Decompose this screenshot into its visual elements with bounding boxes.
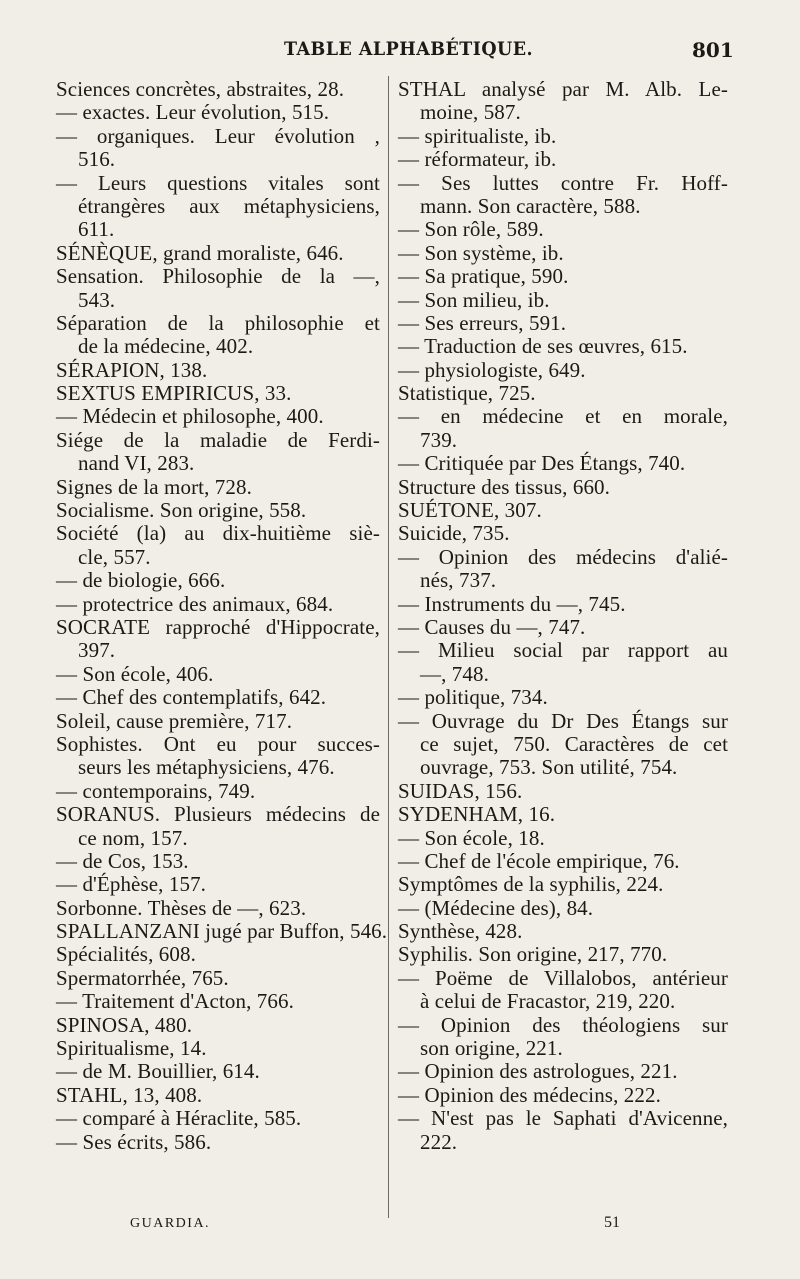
index-entry-line: — Opinion des théologiens sur	[398, 1012, 728, 1037]
index-entry-line: —, 748.	[420, 661, 489, 686]
index-entry-line: — Opinion des astrologues, 221.	[398, 1059, 678, 1084]
index-entry-line: STAHL, 13, 408.	[56, 1082, 203, 1107]
index-entry-line: 611.	[78, 217, 115, 242]
index-entry-line: — spiritualiste, ib.	[398, 123, 557, 148]
index-entry-line: SOCRATE rapproché d'Hippocrate,	[56, 614, 380, 639]
index-entry-line: — de M. Bouillier, 614.	[56, 1059, 260, 1084]
index-entry-line: Socialisme. Son origine, 558.	[56, 498, 307, 523]
index-entry-line: — Son école, 18.	[398, 825, 545, 850]
index-entry-line: 739.	[420, 427, 458, 452]
index-entry-line: Signes de la mort, 728.	[56, 474, 252, 499]
index-entry-line: Symptômes de la syphilis, 224.	[398, 872, 664, 897]
column-divider	[388, 76, 389, 1218]
index-entry-line: — Son rôle, 589.	[398, 217, 544, 242]
index-entry-line: — physiologiste, 649.	[398, 357, 586, 382]
index-entry-line: Sensation. Philosophie de la —,	[56, 264, 380, 289]
index-entry-line: — protectrice des animaux, 684.	[56, 591, 334, 616]
index-entry-line: Société (la) au dix-huitième siè-	[56, 521, 380, 546]
index-entry-line: — Opinion des médecins d'alié-	[398, 544, 728, 569]
index-entry-line: — Poëme de Villalobos, antérieur	[398, 965, 728, 990]
index-entry-line: Spiritualisme, 14.	[56, 1036, 207, 1061]
index-entry-line: SÉNÈQUE, grand moraliste, 646.	[56, 240, 344, 265]
index-entry-line: nés, 737.	[420, 568, 497, 593]
index-entry-line: SÉRAPION, 138.	[56, 357, 208, 382]
index-entry-line: — politique, 734.	[398, 685, 548, 710]
index-entry-line: de la médecine, 402.	[78, 334, 254, 359]
index-entry-line: STHAL analysé par M. Alb. Le-	[398, 77, 728, 101]
page-number: 801	[692, 38, 734, 62]
index-entry-line: — Son milieu, ib.	[398, 287, 550, 312]
index-entry-line: — réformateur, ib.	[398, 147, 557, 172]
index-entry-line: son origine, 221.	[420, 1036, 563, 1061]
index-entry-line: seurs les métaphysiciens, 476.	[78, 755, 335, 780]
index-entry-line: — Traitement d'Acton, 766.	[56, 989, 294, 1014]
index-entry-line: Syphilis. Son origine, 217, 770.	[398, 942, 668, 967]
index-entry-line: ce nom, 157.	[78, 825, 188, 850]
index-entry-line: ce sujet, 750. Caractères de cet	[420, 731, 728, 756]
index-entry-line: — Médecin et philosophe, 400.	[56, 404, 324, 429]
index-entry-line: SUÉTONE, 307.	[398, 498, 542, 523]
footer-author: GUARDIA.	[130, 1216, 211, 1231]
index-entry-line: Suicide, 735.	[398, 521, 510, 546]
index-entry-line: — en médecine et en morale,	[398, 404, 728, 429]
index-entry-line: Sophistes. Ont eu pour succes-	[56, 731, 380, 756]
footer-signature-mark: 51	[604, 1214, 620, 1231]
index-entry-line: SUIDAS, 156.	[398, 778, 523, 803]
index-entry-line: — Ses luttes contre Fr. Hoff-	[398, 170, 728, 195]
index-entry-line: — Chef de l'école empirique, 76.	[398, 848, 680, 873]
index-entry-line: — Opinion des médecins, 222.	[398, 1082, 661, 1107]
index-entry-line: — Milieu social par rapport au	[398, 638, 728, 663]
index-entry-line: Statistique, 725.	[398, 381, 536, 406]
index-entry-line: — Causes du —, 747.	[398, 614, 586, 639]
index-entry-line: Soleil, cause première, 717.	[56, 708, 293, 733]
index-entry-line: — Ouvrage du Dr Des Étangs sur	[398, 708, 728, 733]
index-entry-line: — de Cos, 153.	[56, 848, 189, 873]
index-entry-line: Spécialités, 608.	[56, 942, 196, 967]
index-entry-line: SYDENHAM, 16.	[398, 802, 556, 827]
index-entry-line: Siége de la maladie de Ferdi-	[56, 427, 380, 452]
index-entry-line: — Son système, ib.	[398, 240, 564, 265]
index-entry-line: mann. Son caractère, 588.	[420, 193, 641, 218]
index-entry-line: — Chef des contemplatifs, 642.	[56, 685, 327, 710]
index-entry-line: SORANUS. Plusieurs médecins de	[56, 802, 380, 827]
index-entry-line: étrangères aux métaphysiciens,	[78, 193, 380, 218]
index-entry-line: Sorbonne. Thèses de —, 623.	[56, 895, 307, 920]
index-column-right	[398, 78, 728, 1154]
index-entry-line: 397.	[78, 638, 116, 663]
index-entry-line: moine, 587.	[420, 100, 521, 125]
index-entry-line: SPINOSA, 480.	[56, 1012, 193, 1037]
index-entry-line: Structure des tissus, 660.	[398, 474, 611, 499]
index-entry-line: Séparation de la philosophie et	[56, 310, 380, 335]
index-entry-line: — Instruments du —, 745.	[398, 591, 626, 616]
index-entry-line: — Ses écrits, 586.	[56, 1129, 212, 1154]
index-entry-line: ouvrage, 753. Son utilité, 754.	[420, 755, 678, 780]
index-entry-line: Sciences concrètes, abstraites, 28.	[56, 77, 345, 101]
index-column-left	[56, 77, 388, 1154]
index-entry-line: — de biologie, 666.	[56, 568, 226, 593]
index-entry-line: — (Médecine des), 84.	[398, 895, 594, 920]
index-entry-line: Synthèse, 428.	[398, 919, 523, 944]
index-entry-line: — Critiquée par Des Étangs, 740.	[398, 451, 686, 476]
index-entry-line: — d'Éphèse, 157.	[56, 872, 207, 897]
index-entry-line: — Traduction de ses œuvres, 615.	[398, 334, 688, 359]
index-entry-line: — Ses erreurs, 591.	[398, 310, 567, 335]
index-entry-line: — Leurs questions vitales sont	[56, 170, 380, 195]
index-entry-line: — exactes. Leur évolution, 515.	[56, 100, 330, 125]
index-entry-line: 516.	[78, 147, 116, 172]
index-entry-line: 222.	[420, 1129, 458, 1154]
index-entry-line: cle, 557.	[78, 544, 151, 569]
index-entry-line: — comparé à Héraclite, 585.	[56, 1106, 302, 1131]
index-entry-line: — Son école, 406.	[56, 661, 214, 686]
index-entry-line: nand VI, 283.	[78, 451, 195, 476]
index-entry-line: SEXTUS EMPIRICUS, 33.	[56, 381, 292, 406]
index-entry-line: — contemporains, 749.	[56, 778, 256, 803]
index-entry-line: — Sa pratique, 590.	[398, 264, 569, 289]
index-entry-line: 543.	[78, 287, 116, 312]
index-entry-line: — N'est pas le Saphati d'Avicenne,	[398, 1106, 728, 1131]
index-entry-line: Spermatorrhée, 765.	[56, 965, 229, 990]
running-header-title: TABLE ALPHABÉTIQUE.	[284, 38, 534, 60]
index-entry-line: — organiques. Leur évolution ,	[56, 123, 380, 148]
index-entry-line: à celui de Fracastor, 219, 220.	[420, 989, 676, 1014]
index-entry-line: SPALLANZANI jugé par Buffon, 546.	[56, 919, 388, 944]
